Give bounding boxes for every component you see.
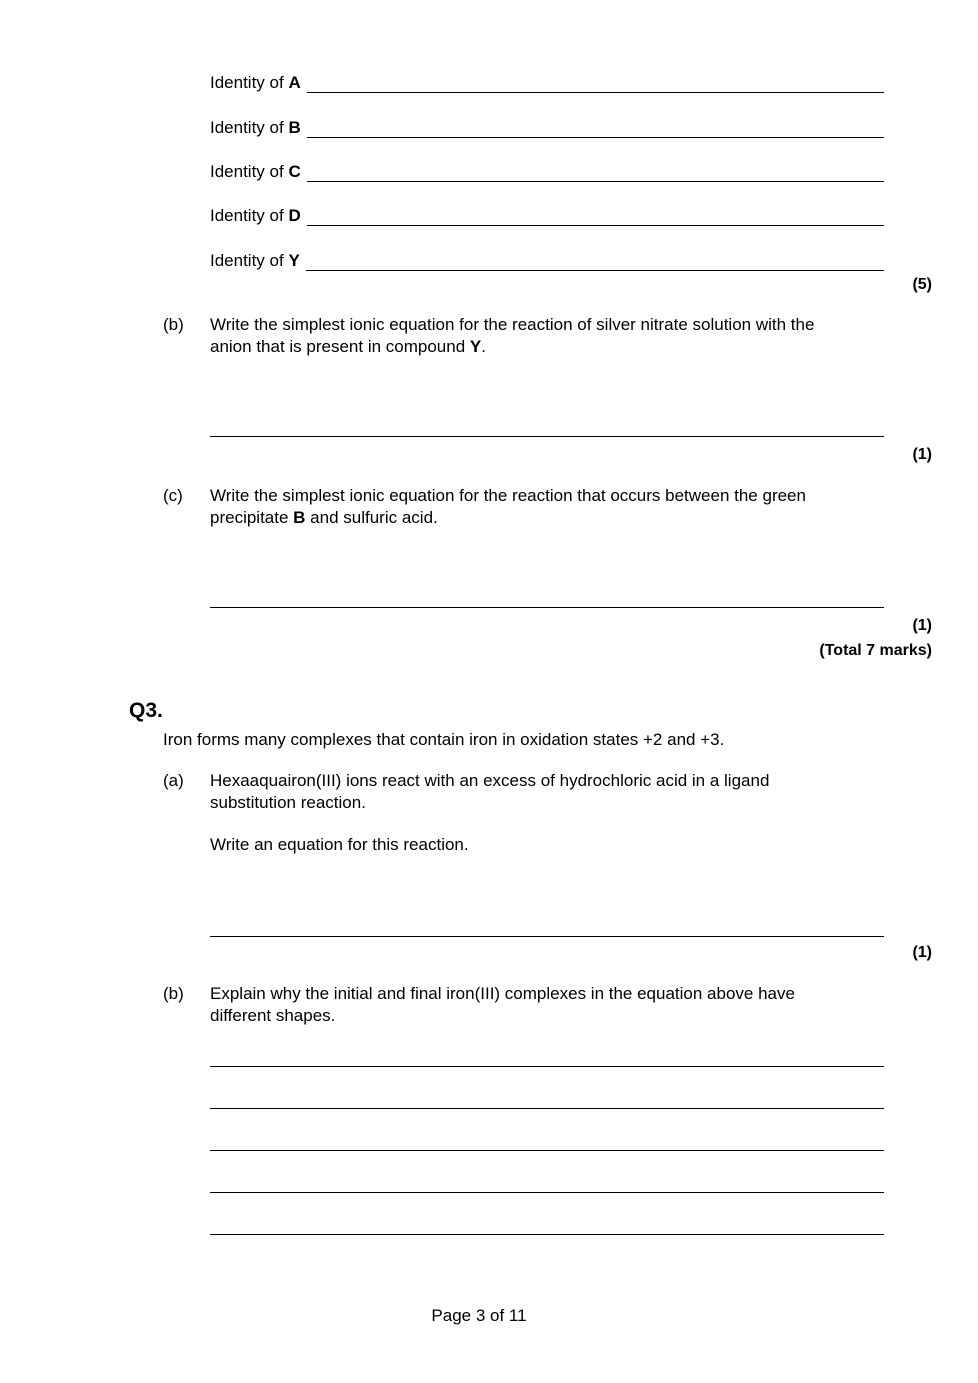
marks-q3a: (1) (912, 944, 932, 961)
part-label-q3b: (b) (163, 984, 184, 1003)
marks-q2b: (1) (912, 446, 932, 463)
question-intro-q3: Iron forms many complexes that contain iron in oxidation states +2 and +3. (163, 730, 725, 749)
answer-line-q3b[interactable] (210, 1108, 884, 1109)
page-footer: Page 3 of 11 (431, 1306, 527, 1325)
answer-line-q3b[interactable] (210, 1066, 884, 1067)
total-marks-q2: (Total 7 marks) (819, 642, 932, 659)
answer-line-q2c[interactable] (210, 607, 884, 608)
answer-line-q3b[interactable] (210, 1192, 884, 1193)
answer-line[interactable] (307, 76, 884, 93)
identity-row-d (210, 202, 884, 226)
text-line: precipitate B and sulfuric acid. (210, 508, 438, 527)
text-line: anion that is present in compound Y. (210, 337, 486, 356)
instruction-q3a: Write an equation for this reaction. (210, 835, 469, 854)
marks-q2c: (1) (912, 617, 932, 634)
answer-line-q2b[interactable] (210, 436, 884, 437)
text-line: different shapes. (210, 1006, 336, 1025)
answer-line-q3b[interactable] (210, 1234, 884, 1235)
part-label-q2b: (b) (163, 315, 184, 334)
answer-line[interactable] (307, 121, 884, 138)
identity-label: Identity of A (210, 73, 301, 92)
text-line: Write the simplest ionic equation for the reaction that occurs between the green (210, 486, 806, 505)
answer-line[interactable] (306, 254, 884, 271)
question-text-q3a (210, 770, 890, 814)
question-text-q3b (210, 983, 890, 1027)
text-line: Hexaaquairon(III) ions react with an excess of hydrochloric acid in a ligand (210, 771, 770, 790)
identity-row-b (210, 114, 884, 138)
question-text-q2c (210, 485, 890, 529)
part-label-q2c: (c) (163, 486, 183, 505)
identity-label: Identity of C (210, 162, 301, 181)
question-text-q2b (210, 314, 890, 358)
identity-row-c (210, 158, 884, 182)
answer-line-q3a[interactable] (210, 936, 884, 937)
answer-line[interactable] (307, 209, 884, 226)
identity-row-y (210, 247, 884, 271)
part-label-q3a: (a) (163, 771, 184, 790)
identity-label: Identity of D (210, 206, 301, 225)
text-line: Write the simplest ionic equation for the reaction of silver nitrate solution with the (210, 315, 815, 334)
marks-q2a: (5) (912, 276, 932, 293)
identity-row-a (210, 69, 884, 93)
identity-label: Identity of Y (210, 251, 300, 270)
identity-label: Identity of B (210, 118, 301, 137)
answer-line-q3b[interactable] (210, 1150, 884, 1151)
text-line: Explain why the initial and final iron(III) complexes in the equation above have (210, 984, 795, 1003)
text-line: substitution reaction. (210, 793, 366, 812)
question-number-q3: Q3. (129, 699, 163, 722)
answer-line[interactable] (307, 165, 884, 182)
